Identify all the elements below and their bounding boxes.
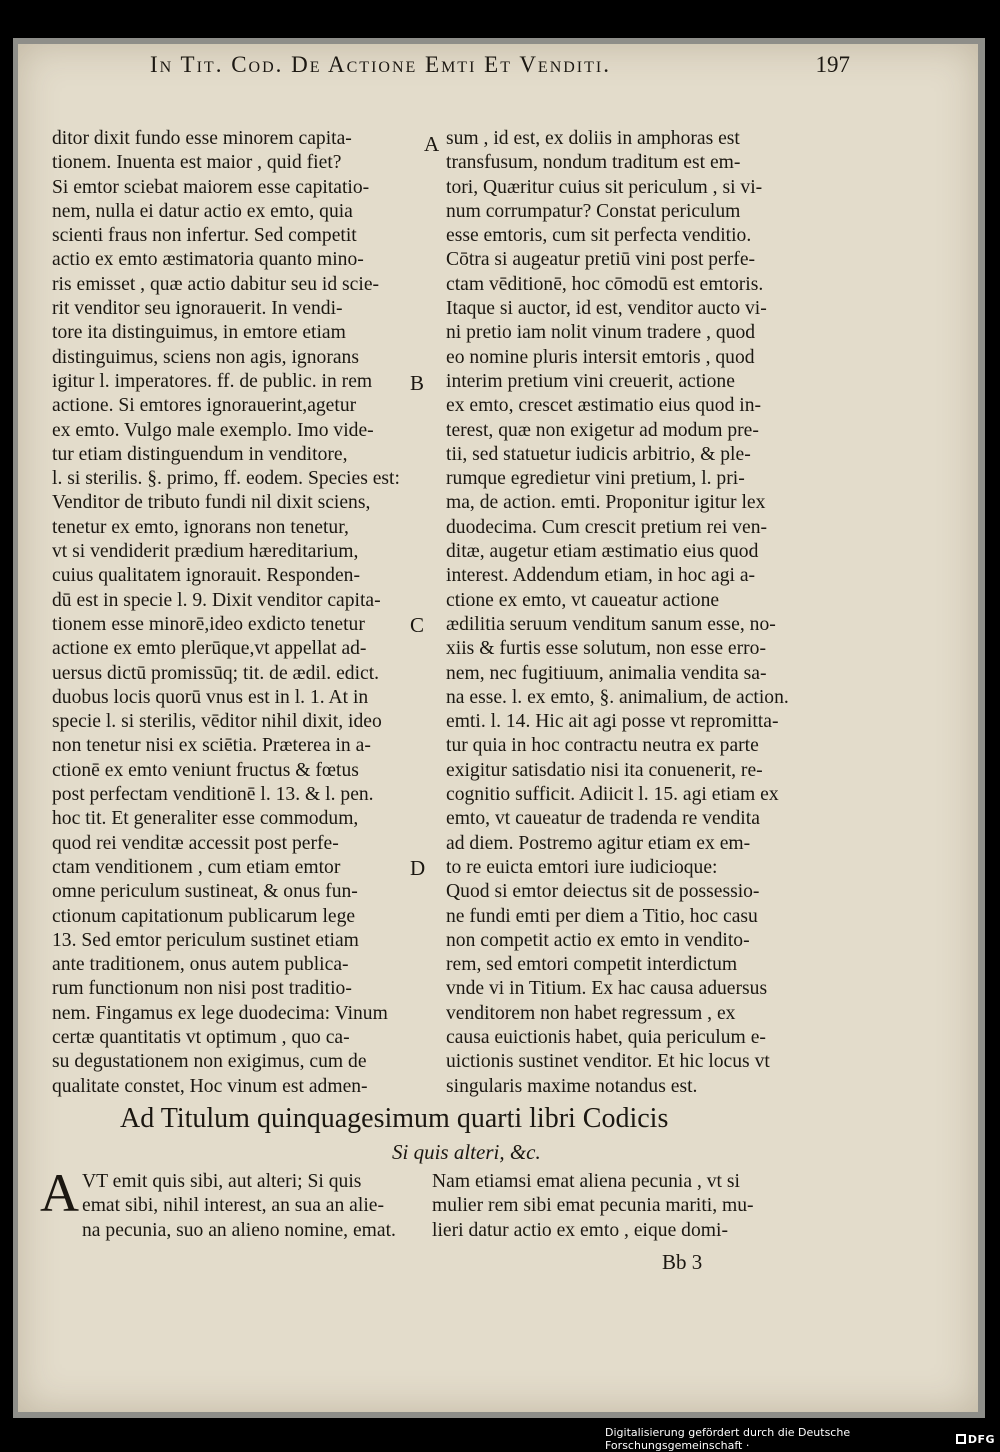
text-line: tii, sed statuetur iudicis arbitrio, & ple- [446, 443, 751, 465]
text-line: uictionis sustinet venditor. Et hic locus vt [446, 1051, 770, 1073]
text-line: ædilitia seruum venditum sanum esse, no- [446, 613, 776, 635]
signature-mark: Bb 3 [662, 1250, 703, 1274]
text-line: actione ex emto plerūque,vt appellat ad- [52, 638, 367, 660]
text-line: causa euictionis habet, quia periculum e- [446, 1026, 766, 1048]
text-line: xiis & furtis esse solutum, non esse erro- [446, 638, 766, 660]
text-line: Venditor de tributo fundi nil dixit sciens, [52, 492, 371, 514]
text-line: non competit actio ex emto in vendito- [446, 929, 750, 951]
text-line: dū est in specie l. 9. Dixit venditor capita- [52, 589, 381, 611]
text-line: non tenetur nisi ex sciētia. Præterea in a- [52, 735, 371, 757]
margin-letter-d: D [410, 856, 426, 880]
text-line: venditorem non habet regressum , ex [446, 1002, 736, 1024]
text-line: terest, quæ non exigetur ad modum pre- [446, 419, 759, 441]
left-text-column [52, 127, 402, 1099]
text-line: rit venditor seu ignorauerit. In vendi- [52, 298, 343, 320]
text-line: tionem. Inuenta est maior , quid fiet? [52, 152, 342, 174]
margin-letter-a: A [424, 132, 440, 156]
text-line: ad diem. Postremo agitur etiam ex em- [446, 832, 751, 854]
digitization-footer [605, 1426, 995, 1452]
text-line: uersus dictū promissūq; tit. de ædil. edict. [52, 662, 380, 684]
text-line: tore ita distinguimus, in emtore etiam [52, 322, 346, 344]
bottom-left-column [82, 1170, 402, 1243]
text-line: vnde vi in Titium. Ex hac causa aduersus [446, 978, 768, 1000]
text-line: VT emit quis sibi, aut alteri; Si quis [82, 1171, 362, 1192]
text-line: singularis maxime notandus est. [446, 1075, 698, 1097]
text-line: Cōtra si augeatur pretiū vini post perfe- [446, 249, 756, 271]
text-line: eo nomine pluris intersit emtoris , quod [446, 346, 755, 368]
text-line: Itaque si auctor, id est, venditor aucto vi- [446, 298, 767, 320]
text-line: ma, de action. emti. Proponitur igitur lex [446, 492, 766, 514]
text-line: ex emto, crescet æstimatio eius quod in- [446, 395, 762, 417]
text-line: duodecima. Cum crescit pretium rei ven- [446, 516, 768, 538]
text-line: omne periculum sustineat, & onus fun- [52, 881, 358, 903]
text-line: nem. Fingamus ex lege duodecima: Vinum [52, 1002, 388, 1024]
text-line: rem, sed emtori competit interdictum [446, 954, 738, 976]
dfg-logo-icon [956, 1434, 966, 1444]
text-line: sum , id est, ex doliis in amphoras est [446, 128, 740, 149]
text-line: transfusum, nondum traditum est em- [446, 152, 741, 174]
text-line: num corrumpatur? Constat periculum [446, 200, 741, 222]
text-line: emti. l. 14. Hic ait agi posse vt repromitta- [446, 711, 779, 733]
text-line: Nam etiamsi emat aliena pecunia , vt si [432, 1171, 740, 1192]
text-line: ex emto. Vulgo male exemplo. Imo vide- [52, 419, 374, 441]
text-line: ante traditionem, onus autem publica- [52, 954, 349, 976]
text-line: na pecunia, suo an alieno nomine, emat. [82, 1219, 396, 1241]
dfg-logo [956, 1433, 995, 1446]
text-line: post perfectam venditionē l. 13. & l. pen. [52, 784, 374, 806]
text-line: ditor dixit fundo esse minorem capita- [52, 128, 352, 149]
running-title: In Tit. Cod. De Actione Emti Et Venditi. [150, 52, 611, 77]
text-line: interim pretium vini creuerit, actione [446, 370, 735, 392]
text-line: ris emisset , quæ actio dabitur seu id scie- [52, 273, 380, 295]
text-line: quod rei venditæ accessit post perfe- [52, 832, 339, 854]
text-line: su degustationem non exigimus, cum de [52, 1051, 367, 1073]
text-line: rumque egredietur vini pretium, l. pri- [446, 468, 745, 490]
text-line: tionem esse minorē,ideo exdicto tenetur [52, 613, 365, 635]
text-line: l. si sterilis. §. primo, ff. eodem. Species est: [52, 468, 400, 490]
section-heading: Ad Titulum quinquagesimum quarti libri Codicis [120, 1103, 669, 1134]
right-text-column [446, 127, 802, 1099]
text-line: hoc tit. Et generaliter esse commodum, [52, 808, 359, 830]
text-line: tenetur ex emto, ignorans non tenetur, [52, 516, 349, 538]
text-line: cognitio sufficit. Adiicit l. 15. agi etiam ex [446, 784, 779, 806]
text-line: ne fundi emti per diem a Titio, hoc casu [446, 905, 758, 927]
text-line: qualitate constet, Hoc vinum est admen- [52, 1075, 368, 1097]
footer-credit: Digitalisierung gefördert durch die Deutsche Forschungsgemeinschaft · [605, 1426, 851, 1452]
text-line: ctionum capitationum publicarum lege [52, 905, 356, 927]
text-line: igitur l. imperatores. ff. de public. in rem [52, 370, 373, 392]
text-line: emat sibi, nihil interest, an sua an alie- [82, 1195, 384, 1217]
dfg-logo-text: DFG [967, 1432, 995, 1446]
text-line: lieri datur actio ex emto , eique domi- [432, 1219, 728, 1241]
drop-cap: A [40, 1163, 79, 1223]
text-line: nem, nulla ei datur actio ex emto, quia [52, 200, 353, 222]
text-line: nem, nec fugitiuum, animalia vendita sa- [446, 662, 767, 684]
text-line: na esse. l. ex emto, §. animalium, de action. [446, 686, 789, 708]
text-line: ctionē ex emto veniunt fructus & fœtus [52, 759, 359, 781]
text-line: tur etiam distinguendum in venditore, [52, 443, 348, 465]
text-line: Si emtor sciebat maiorem esse capitatio- [52, 176, 370, 198]
text-line: esse emtoris, cum sit perfecta venditio. [446, 225, 752, 247]
text-line: mulier rem sibi emat pecunia mariti, mu- [432, 1195, 754, 1217]
text-line: certæ quantitatis vt optimum , quo ca- [52, 1026, 350, 1048]
bottom-right-column [432, 1170, 802, 1243]
text-line: ctione ex emto, vt caueatur actione [446, 589, 720, 611]
text-line: interest. Addendum etiam, in hoc agi a- [446, 565, 756, 587]
text-line: vt si vendiderit prædium hæreditarium, [52, 541, 359, 563]
text-line: tori, Quæritur cuius sit periculum , si vi- [446, 176, 763, 198]
margin-letter-b: B [410, 371, 425, 395]
text-line: distinguimus, sciens non agis, ignorans [52, 346, 359, 368]
text-line: ditæ, augetur etiam æstimatio eius quod [446, 541, 759, 563]
text-line: ctam venditionem , cum etiam emtor [52, 856, 341, 878]
text-line: ctam vēditionē, hoc cōmodū est emtoris. [446, 273, 764, 295]
text-line: scienti fraus non infertur. Sed competit [52, 225, 357, 247]
text-line: 13. Sed emtor periculum sustinet etiam [52, 929, 359, 951]
text-line: tur quia in hoc contractu neutra ex parte [446, 735, 759, 757]
text-line: emto, vt caueatur de tradenda re vendita [446, 808, 760, 830]
text-line: duobus locis quorū vnus est in l. 1. At in [52, 686, 369, 708]
text-line: cuius qualitatem ignorauit. Responden- [52, 565, 360, 587]
text-line: to re euicta emtori iure iudicioque: [446, 856, 718, 878]
text-line: actio ex emto æstimatoria quanto mino- [52, 249, 364, 271]
margin-letter-c: C [410, 613, 425, 637]
text-line: specie l. si sterilis, vēditor nihil dixit, ideo [52, 711, 382, 733]
text-line: actione. Si emtores ignorauerint,agetur [52, 395, 357, 417]
section-subheading: Si quis alteri, &c. [392, 1140, 541, 1164]
page-number: 197 [815, 52, 850, 77]
text-line: Quod si emtor deiectus sit de possessio- [446, 881, 760, 903]
text-line: ni pretio iam nolit vinum tradere , quod [446, 322, 756, 344]
text-line: rum functionum non nisi post traditio- [52, 978, 352, 1000]
running-header [150, 52, 850, 78]
text-line: exigitur satisdatio nisi ita conuenerit, re- [446, 759, 763, 781]
